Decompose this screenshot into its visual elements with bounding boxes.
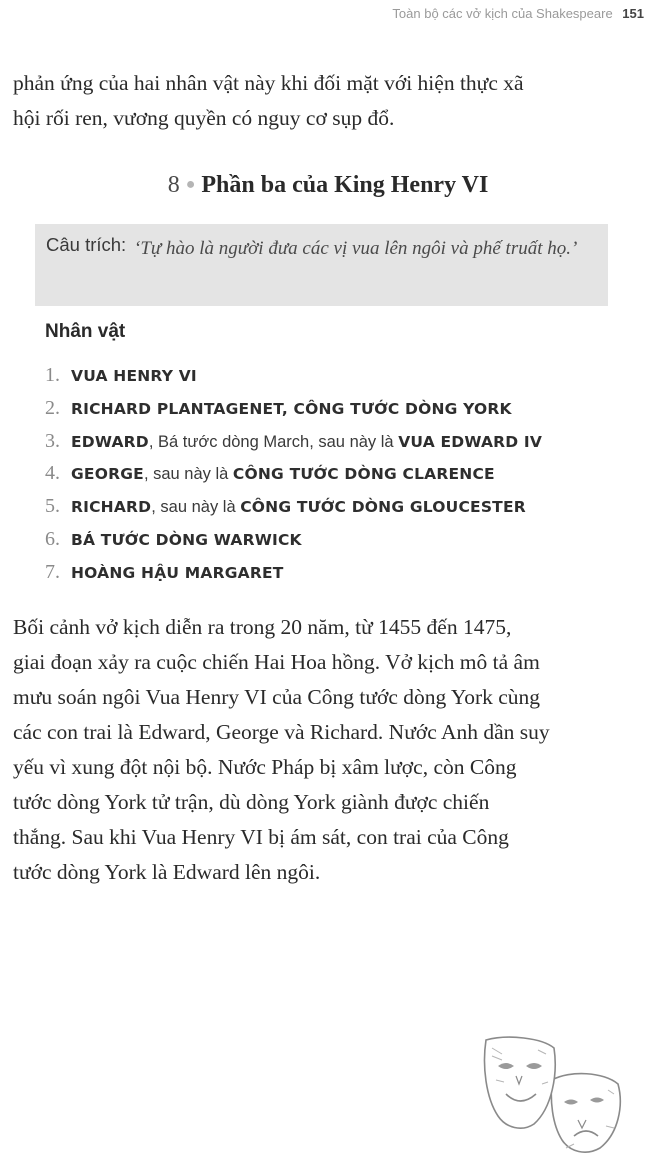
item-number: 5. — [45, 495, 60, 518]
character-name: VUA HENRY VI — [71, 367, 197, 385]
item-number: 3. — [45, 429, 60, 452]
item-number: 4. — [45, 462, 60, 485]
character-description: , sau này là — [151, 498, 241, 517]
list-item — [45, 556, 542, 589]
summary-line: yếu vì xung đột nội bộ. Nước Pháp bị xâm lược, còn Công — [13, 755, 517, 779]
summary-line: Bối cảnh vở kịch diễn ra trong 20 năm, từ 1455 đến 1475, — [13, 615, 512, 639]
character-alias: VUA EDWARD IV — [398, 432, 543, 451]
character-alias: CÔNG TƯỚC DÒNG GLOUCESTER — [240, 498, 526, 517]
character-name: EDWARD — [71, 432, 149, 451]
item-number: 1. — [45, 364, 60, 386]
summary-line: giai đoạn xảy ra cuộc chiến Hai Hoa hồng. Vở kịch mô tả âm — [13, 650, 540, 674]
summary-paragraph — [13, 610, 630, 890]
intro-line: hội rối ren, vương quyền có nguy cơ sụp đổ. — [13, 106, 395, 130]
section-title: Phần ba của King Henry VI — [201, 172, 489, 198]
quote-label: Câu trích: — [46, 234, 127, 255]
character-name: RICHARD — [71, 498, 152, 517]
character-name: HOÀNG HẬU MARGARET — [71, 563, 284, 582]
list-item — [45, 490, 542, 523]
character-name: BÁ TƯỚC DÒNG WARWICK — [71, 530, 302, 549]
item-number: 6. — [45, 527, 60, 550]
page-number: 151 — [622, 6, 644, 21]
summary-line: mưu soán ngôi Vua Henry VI của Công tước dòng York cùng — [13, 685, 541, 709]
item-number: 2. — [45, 396, 60, 419]
theatre-masks-icon — [478, 1036, 628, 1158]
character-name: GEORGE — [71, 465, 144, 484]
bullet-dot-icon: ● — [185, 176, 196, 193]
list-item — [45, 392, 542, 425]
character-name: RICHARD PLANTAGENET, CÔNG TƯỚC DÒNG YORK — [71, 399, 512, 418]
list-item — [45, 457, 542, 490]
section-number: 8 — [167, 172, 180, 198]
item-number: 7. — [45, 560, 60, 583]
running-title: Toàn bộ các vở kịch của Shakespeare — [392, 6, 613, 21]
quote-text: ‘Tự hào là người đưa các vị vua lên ngôi và phế truất họ.’ — [134, 238, 578, 259]
summary-line: thắng. Sau khi Vua Henry VI bị ám sát, con trai của Công — [13, 825, 509, 849]
intro-paragraph — [13, 66, 630, 136]
running-header — [392, 6, 644, 21]
character-alias: CÔNG TƯỚC DÒNG CLARENCE — [232, 465, 495, 484]
character-description: , sau này là — [143, 465, 233, 484]
characters-heading: Nhân vật — [45, 321, 126, 342]
list-item — [45, 425, 542, 458]
list-item — [45, 359, 542, 392]
intro-line: phản ứng của hai nhân vật này khi đối mặt với hiện thực xã — [13, 71, 524, 95]
characters-list — [45, 359, 542, 589]
summary-line: tước dòng York là Edward lên ngôi. — [13, 860, 321, 884]
quote-box — [35, 224, 608, 306]
summary-line: các con trai là Edward, George và Richard. Nước Anh dần suy — [13, 720, 550, 744]
summary-line: tước dòng York tử trận, dù dòng York giành được chiến — [13, 790, 490, 814]
character-description: , Bá tước dòng March, sau này là — [148, 432, 399, 451]
section-heading — [0, 172, 656, 199]
list-item — [45, 523, 542, 556]
